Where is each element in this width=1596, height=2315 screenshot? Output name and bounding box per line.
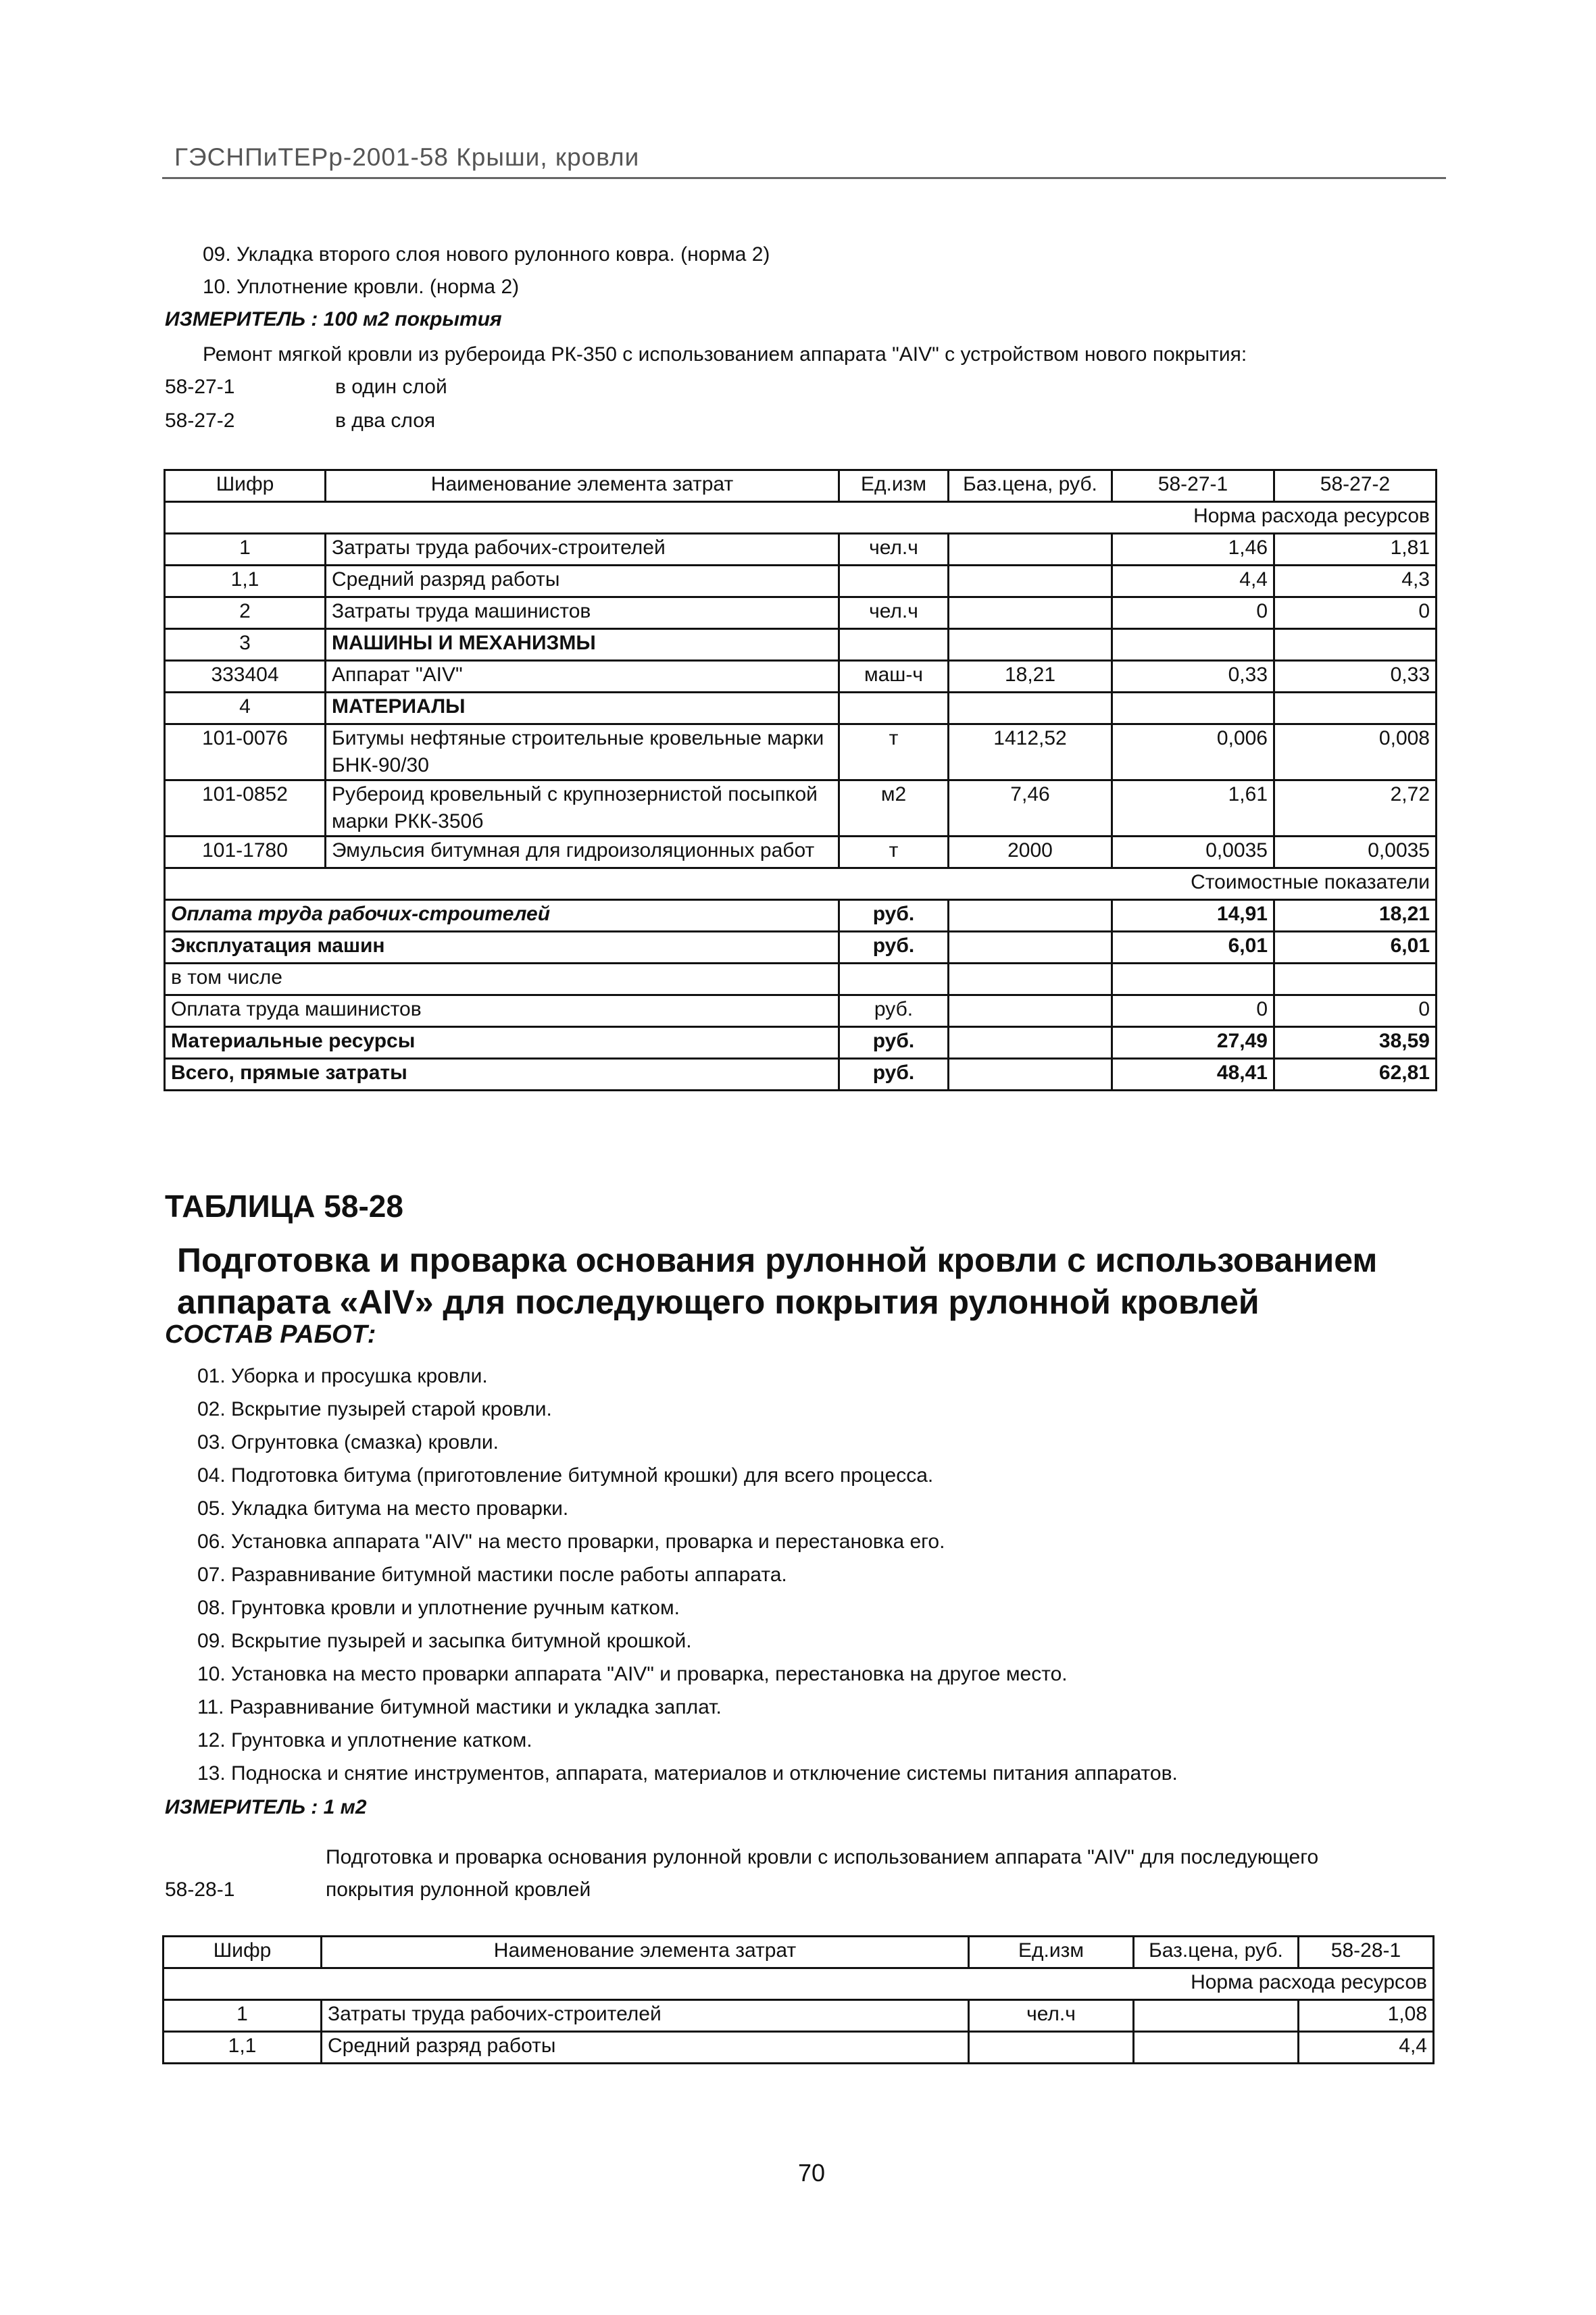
- cost-price: [949, 995, 1112, 1027]
- cell-value: 0: [1274, 597, 1437, 629]
- cell-value: 0,33: [1274, 661, 1437, 693]
- cell-price: 7,46: [949, 780, 1112, 837]
- cell-code: 1: [164, 2000, 322, 2032]
- cell-price: 18,21: [949, 661, 1112, 693]
- cell-name: Битумы нефтяные строительные кровельные марки БНК-90/30: [326, 724, 839, 780]
- work-item: 06. Установка аппарата "AIV" на место проварки, проварка и перестановка его.: [197, 1530, 945, 1553]
- cost-name: Всего, прямые затраты: [165, 1059, 839, 1091]
- work-item: 11. Разравнивание битумной мастики и укладка заплат.: [197, 1696, 722, 1718]
- cost-unit: руб.: [839, 1059, 949, 1091]
- code-description: покрытия рулонной кровлей: [326, 1878, 591, 1901]
- cost-row: [165, 1059, 1437, 1091]
- cell-value: 4,4: [1299, 2032, 1434, 2064]
- cell-code: 101-1780: [165, 837, 326, 868]
- cell-value: 4,3: [1274, 566, 1437, 597]
- cell-price: [949, 534, 1112, 566]
- cell-unit: т: [839, 724, 949, 780]
- cost-name: Эксплуатация машин: [165, 932, 839, 964]
- cell-unit: [839, 693, 949, 724]
- table-row: [165, 837, 1437, 868]
- work-item: 10. Уплотнение кровли. (норма 2): [203, 276, 520, 298]
- header-cell: Наименование элемента затрат: [326, 470, 839, 502]
- header-cell: Баз.цена, руб.: [949, 470, 1112, 502]
- table-row: [165, 780, 1437, 837]
- code: 58-27-1: [165, 376, 235, 398]
- cell-code: 2: [165, 597, 326, 629]
- section-title: Подготовка и проварка основания рулонной кровли с использованием аппарата «AIV» для последующего покрытия рулонной кровлей: [177, 1241, 1378, 1321]
- cost-name: Материальные ресурсы: [165, 1027, 839, 1059]
- cell-name: Рубероид кровельный с крупнозернистой посыпкой марки РКК-350б: [326, 780, 839, 837]
- cell-unit: чел.ч: [839, 534, 949, 566]
- table-row: [165, 629, 1437, 661]
- code-description: Подготовка и проварка основания рулонной кровли с использованием аппарата "AIV" для последующего: [326, 1846, 1319, 1868]
- work-item: 12. Грунтовка и уплотнение катком.: [197, 1729, 532, 1751]
- work-item: 08. Грунтовка кровли и уплотнение ручным катком.: [197, 1597, 680, 1619]
- cell-code: 333404: [165, 661, 326, 693]
- cost-unit: руб.: [839, 900, 949, 932]
- norm-label: Норма расхода ресурсов: [165, 502, 1437, 534]
- cost-value: [1274, 964, 1437, 995]
- cost-value: 6,01: [1112, 932, 1274, 964]
- cost-value: 6,01: [1274, 932, 1437, 964]
- cost-unit: руб.: [839, 1027, 949, 1059]
- cost-value: 14,91: [1112, 900, 1274, 932]
- cost-value: [1112, 964, 1274, 995]
- cell-name: Затраты труда машинистов: [326, 597, 839, 629]
- cell-price: 2000: [949, 837, 1112, 868]
- cost-name: в том числе: [165, 964, 839, 995]
- cell-value: 0,0035: [1274, 837, 1437, 868]
- cell-code: 1,1: [165, 566, 326, 597]
- work-item: 07. Разравнивание битумной мастики после работы аппарата.: [197, 1564, 787, 1586]
- table-header-row: [165, 470, 1437, 502]
- work-item: 09. Вскрытие пузырей и засыпка битумной крошкой.: [197, 1630, 692, 1652]
- cell-value: 4,4: [1112, 566, 1274, 597]
- header-cell: 58-28-1: [1299, 1937, 1434, 1968]
- header-cell: Ед.изм: [969, 1937, 1134, 1968]
- cell-value: 2,72: [1274, 780, 1437, 837]
- work-item: 03. Огрунтовка (смазка) кровли.: [197, 1431, 499, 1453]
- work-item: 02. Вскрытие пузырей старой кровли.: [197, 1398, 552, 1420]
- cost-price: [949, 1027, 1112, 1059]
- work-item: 04. Подготовка битума (приготовление битумной крошки) для всего процесса.: [197, 1464, 934, 1487]
- cell-code: 101-0076: [165, 724, 326, 780]
- cell-name: Средний разряд работы: [326, 566, 839, 597]
- measure-unit: ИЗМЕРИТЕЛЬ : 1 м2: [165, 1796, 367, 1818]
- cell-code: 1: [165, 534, 326, 566]
- cost-price: [949, 932, 1112, 964]
- cost-unit: [839, 964, 949, 995]
- cell-code: 3: [165, 629, 326, 661]
- cost-value: 27,49: [1112, 1027, 1274, 1059]
- cell-unit: м2: [839, 780, 949, 837]
- measure-unit: ИЗМЕРИТЕЛЬ : 100 м2 покрытия: [165, 308, 502, 330]
- cell-value: [1112, 693, 1274, 724]
- cell-price: 1412,52: [949, 724, 1112, 780]
- code-label: в один слой: [335, 376, 447, 398]
- work-item: 09. Укладка второго слоя нового рулонного ковра. (норма 2): [203, 243, 770, 266]
- table-row: [165, 661, 1437, 693]
- header-cell: 58-27-2: [1274, 470, 1437, 502]
- norm-label: Норма расхода ресурсов: [164, 1968, 1434, 2000]
- cell-price: [949, 597, 1112, 629]
- cell-value: 1,46: [1112, 534, 1274, 566]
- resource-table-58-27: [164, 469, 1437, 1091]
- cost-value: 0: [1274, 995, 1437, 1027]
- work-item: 01. Уборка и просушка кровли.: [197, 1365, 488, 1387]
- cell-value: 0,008: [1274, 724, 1437, 780]
- cell-price: [949, 566, 1112, 597]
- cost-value: 48,41: [1112, 1059, 1274, 1091]
- cost-name: Оплата труда машинистов: [165, 995, 839, 1027]
- table-row: [164, 2000, 1434, 2032]
- cost-unit: руб.: [839, 932, 949, 964]
- cell-unit: чел.ч: [969, 2000, 1134, 2032]
- code-label: в два слоя: [335, 409, 436, 432]
- cost-value: 0: [1112, 995, 1274, 1027]
- cell-name: Затраты труда рабочих-строителей: [326, 534, 839, 566]
- cell-unit: т: [839, 837, 949, 868]
- cell-unit: чел.ч: [839, 597, 949, 629]
- cost-name: Оплата труда рабочих-строителей: [165, 900, 839, 932]
- table-title: ТАБЛИЦА 58-28: [165, 1189, 403, 1224]
- work-item: 05. Укладка битума на место проварки.: [197, 1497, 569, 1520]
- cell-value: [1274, 693, 1437, 724]
- header-cell: Шифр: [164, 1937, 322, 1968]
- table-row: [165, 534, 1437, 566]
- cell-price: [1134, 2032, 1299, 2064]
- work-item: 10. Установка на место проварки аппарата "AIV" и проварка, перестановка на другое место.: [197, 1663, 1068, 1685]
- cell-unit: [969, 2032, 1134, 2064]
- cell-name: Затраты труда рабочих-строителей: [322, 2000, 969, 2032]
- cost-value: 62,81: [1274, 1059, 1437, 1091]
- description: Ремонт мягкой кровли из рубероида РК-350 с использованием аппарата "AIV" с устройством нового покрытия:: [203, 343, 1247, 366]
- cell-unit: маш-ч: [839, 661, 949, 693]
- cost-price: [949, 964, 1112, 995]
- cost-row: [165, 1027, 1437, 1059]
- code: 58-28-1: [165, 1878, 235, 1901]
- cell-name: Средний разряд работы: [322, 2032, 969, 2064]
- header-cell: Шифр: [165, 470, 326, 502]
- cost-price: [949, 1059, 1112, 1091]
- cell-code: 101-0852: [165, 780, 326, 837]
- cell-value: [1112, 629, 1274, 661]
- header-cell: Ед.изм: [839, 470, 949, 502]
- cost-value: 18,21: [1274, 900, 1437, 932]
- header-cell: Наименование элемента затрат: [322, 1937, 969, 1968]
- code: 58-27-2: [165, 409, 235, 432]
- header-cell: Баз.цена, руб.: [1134, 1937, 1299, 1968]
- document-header: ГЭСНПиТЕРр-2001-58 Крыши, кровли: [174, 143, 640, 171]
- works-title: СОСТАВ РАБОТ:: [165, 1320, 376, 1349]
- cell-value: 1,81: [1274, 534, 1437, 566]
- cell-price: [949, 693, 1112, 724]
- table-row: [165, 693, 1437, 724]
- cell-value: 0,006: [1112, 724, 1274, 780]
- cell-unit: [839, 566, 949, 597]
- cost-label-row: [165, 868, 1437, 900]
- cell-value: 1,08: [1299, 2000, 1434, 2032]
- cell-code: 4: [165, 693, 326, 724]
- cell-name: Эмульсия битумная для гидроизоляционных работ: [326, 837, 839, 868]
- cell-value: 0: [1112, 597, 1274, 629]
- table-row: [164, 2032, 1434, 2064]
- cost-row: [165, 995, 1437, 1027]
- cell-name: МАТЕРИАЛЫ: [326, 693, 839, 724]
- cell-price: [949, 629, 1112, 661]
- page-number: 70: [798, 2159, 826, 2187]
- cell-value: 1,61: [1112, 780, 1274, 837]
- header-rule: [162, 177, 1446, 179]
- cell-name: Аппарат "AIV": [326, 661, 839, 693]
- cell-code: 1,1: [164, 2032, 322, 2064]
- cost-label: Стоимостные показатели: [165, 868, 1437, 900]
- cost-row: [165, 932, 1437, 964]
- cell-value: [1274, 629, 1437, 661]
- norm-label-row: [164, 1968, 1434, 2000]
- cell-value: 0,0035: [1112, 837, 1274, 868]
- cost-value: 38,59: [1274, 1027, 1437, 1059]
- table-row: [165, 724, 1437, 780]
- norm-label-row: [165, 502, 1437, 534]
- work-item: 13. Подноска и снятие инструментов, аппарата, материалов и отключение системы питания аппаратов.: [197, 1762, 1178, 1785]
- table-header-row: [164, 1937, 1434, 1968]
- cost-price: [949, 900, 1112, 932]
- cost-unit: руб.: [839, 995, 949, 1027]
- table-row: [165, 597, 1437, 629]
- resource-table-58-28: [162, 1935, 1435, 2064]
- cost-row: [165, 900, 1437, 932]
- cell-name: МАШИНЫ И МЕХАНИЗМЫ: [326, 629, 839, 661]
- cell-price: [1134, 2000, 1299, 2032]
- cell-unit: [839, 629, 949, 661]
- cost-row: [165, 964, 1437, 995]
- table-row: [165, 566, 1437, 597]
- cell-value: 0,33: [1112, 661, 1274, 693]
- header-cell: 58-27-1: [1112, 470, 1274, 502]
